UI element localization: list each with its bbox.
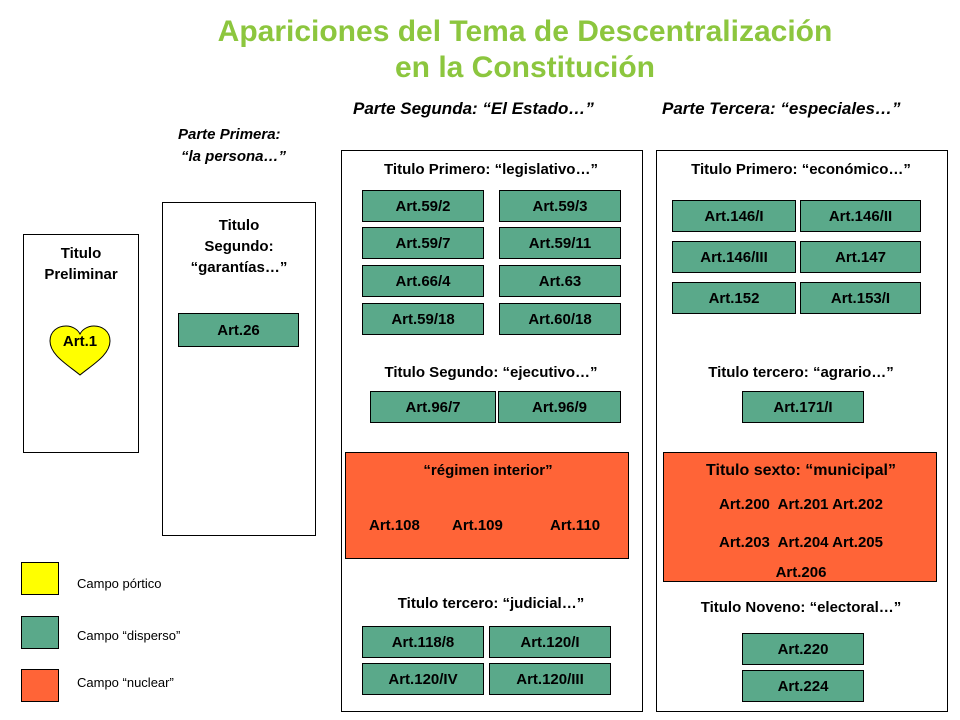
art-120-iv: Art.120/IV [362,663,484,695]
art-146-ii: Art.146/II [800,200,921,232]
art-220: Art.220 [742,633,864,665]
art-59-18: Art.59/18 [362,303,484,335]
main-title [0,14,960,86]
art-66-4: Art.66/4 [362,265,484,297]
art-153-i: Art.153/I [800,282,921,314]
municipal-arts-row-1: Art.200 Art.201 Art.202 [719,496,883,513]
municipal-arts-row-2: Art.203 Art.204 Art.205 [719,534,883,551]
art-59-3: Art.59/3 [499,190,621,222]
garantias-line-3: “garantías…” [190,259,288,276]
heading-ejecutivo: Titulo Segundo: “ejecutivo…” [384,364,598,381]
legend-label-portico: Campo pórtico [77,576,162,591]
art-60-18: Art.60/18 [499,303,621,335]
parte-primera-line-1: Parte Primera: [178,126,281,143]
art-120-iii: Art.120/III [489,663,611,695]
art-63: Art.63 [499,265,621,297]
heading-agrario: Titulo tercero: “agrario…” [708,364,894,381]
art-152: Art.152 [672,282,796,314]
legend-swatch-portico [21,562,59,595]
art-109: Art.109 [452,517,503,534]
panel-parte-tercera [656,150,948,712]
art-59-2: Art.59/2 [362,190,484,222]
box-regimen-interior [345,452,629,559]
heading-economico: Titulo Primero: “económico…” [691,161,911,178]
art-26: Art.26 [178,313,299,347]
art-118-8: Art.118/8 [362,626,484,658]
heading-judicial: Titulo tercero: “judicial…” [397,595,585,612]
panel-titulo-segundo-garantias [162,202,316,536]
municipal-heading: Titulo sexto: “municipal” [706,462,896,479]
art-59-11: Art.59/11 [499,227,621,259]
art-96-9: Art.96/9 [498,391,621,423]
art-59-7: Art.59/7 [362,227,484,259]
art-1: Art.1 [62,333,98,350]
legend-label-disperso: Campo “disperso” [77,628,181,643]
art-147: Art.147 [800,241,921,273]
art-108: Art.108 [369,517,420,534]
parte-primera-line-2: “la persona…” [181,148,287,165]
legend-swatch-nuclear [21,669,59,702]
panel-garantias-heading [163,215,315,278]
section-parte-tercera: Parte Tercera: “especiales…” [662,99,901,118]
legend-swatch-disperso [21,616,59,649]
section-parte-primera [178,124,286,168]
garantias-line-2: Segundo: [204,238,274,255]
art-146-iii: Art.146/III [672,241,796,273]
legend-label-nuclear: Campo “nuclear” [77,675,174,690]
art-110: Art.110 [550,517,601,534]
art-96-7: Art.96/7 [370,391,496,423]
art-171-i: Art.171/I [742,391,864,423]
art-206: Art.206 [775,564,827,581]
regimen-heading: “régimen interior” [423,462,553,479]
preliminar-line-1: Titulo [60,245,102,262]
art-120-i: Art.120/I [489,626,611,658]
title-line-1: Apariciones del Tema de Descentralización [217,15,833,48]
box-municipal [663,452,937,582]
heading-legislativo: Titulo Primero: “legislativo…” [384,161,598,178]
garantias-line-1: Titulo [218,217,260,234]
section-parte-segunda: Parte Segunda: “El Estado…” [353,99,594,118]
panel-preliminar-heading [24,243,138,285]
art-146-i: Art.146/I [672,200,796,232]
title-line-2: en la Constitución [394,51,655,84]
preliminar-line-2: Preliminar [44,266,118,283]
art-224: Art.224 [742,670,864,702]
heading-electoral: Titulo Noveno: “electoral…” [700,599,902,616]
